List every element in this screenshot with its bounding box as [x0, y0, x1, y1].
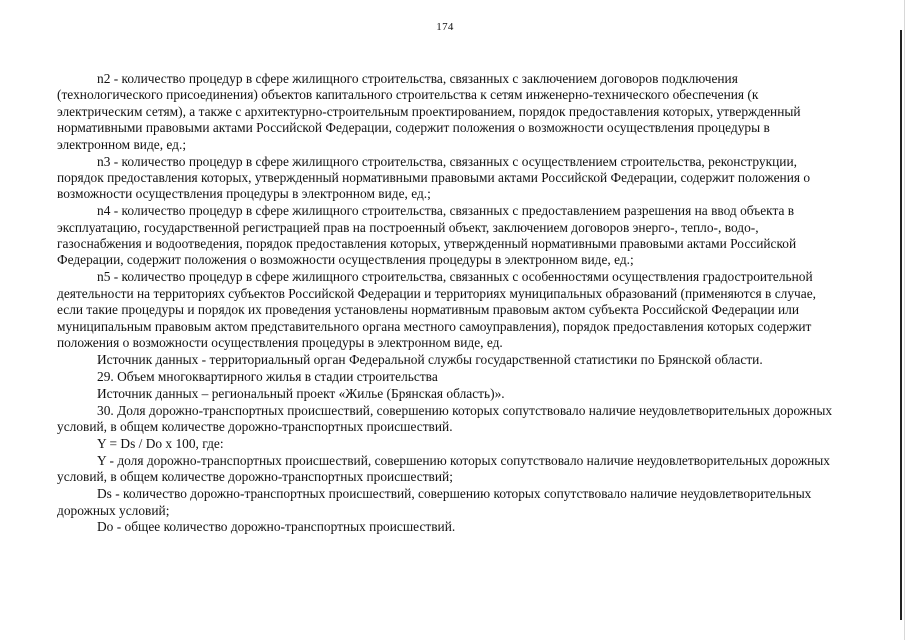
- definition-ds: Ds - количество дорожно-транспортных происшествий, совершению которых сопутствовало наличие неудовлетворительных дорожных условий;: [57, 486, 812, 518]
- paragraph-item-30: 30. Доля дорожно-транспортных происшествий, совершению которых сопутствовало наличие неудовлетворительных дорожных условий, в общем количестве дорожно-транспортных происшествий.: [57, 402, 833, 435]
- paragraph-item-29: 29. Объем многоквартирного жилья в стадии строительства: [97, 368, 438, 384]
- page-number: 174: [436, 21, 454, 33]
- paragraph-n2: n2 - количество процедур в сфере жилищного строительства, связанных с заключением договоров подключения (технологического присоединения) объектов капитального строительства к сетям инженерно-технического обеспечения (к электрическим сетям), а также с архитектурно-строительным проектированием, порядок предоставления которых, утвержденный нормативными правовыми актами Российской Федерации, содержит положения о возможности осуществления процедуры в электронном виде, ед.;: [57, 71, 801, 152]
- paragraph-source-statistics: Источник данных - территориальный орган Федеральной службы государственной статистики по Брянской области.: [97, 351, 763, 367]
- paragraph-n4: n4 - количество процедур в сфере жилищного строительства, связанных с предоставлением разрешения на ввод объекта в эксплуатацию, государственной регистрацией прав на построенный объект, заключением договоров энерго-, тепло-, водо-, газоснабжения и водоотведения, порядок предоставления которых, утвержденный нормативными правовыми актами Российской Федерации, содержит положения о возможности осуществления процедуры в электронном виде, ед.;: [57, 203, 797, 268]
- definition-do: Do - общее количество дорожно-транспортных происшествий.: [97, 519, 456, 535]
- document-body: [57, 71, 839, 536]
- scan-edge-line: [900, 30, 902, 620]
- definition-y: Y - доля дорожно-транспортных происшествий, совершению которых сопутствовало наличие неудовлетворительных дорожных условий, в общем количестве дорожно-транспортных происшествий;: [57, 452, 830, 485]
- paragraph-n5: n5 - количество процедур в сфере жилищного строительства, связанных с особенностями осуществления градостроительной деятельности на территориях субъектов Российской Федерации и территориях муниципальных образований (применяются в случае, если такие процедуры и порядок их проведения установлены нормативным правовым актом субъекта Российской Федерации или муниципальным правовым актом представительного органа местного самоуправления), порядок предоставления которых содержит положения о возможности осуществления процедуры в электронном виде, ед.: [57, 269, 817, 350]
- formula-line: Y = Ds / Do x 100, где:: [97, 435, 224, 451]
- paragraph-n3: n3 - количество процедур в сфере жилищного строительства, связанных с осуществлением строительства, реконструкции, порядок предоставления которых, утвержденный нормативными правовыми актами Российской Федерации, содержит положения о возможности осуществления процедуры в электронном виде, ед.;: [57, 153, 811, 202]
- paragraph-source-project: Источник данных – региональный проект «Жилье (Брянская область)».: [97, 385, 505, 401]
